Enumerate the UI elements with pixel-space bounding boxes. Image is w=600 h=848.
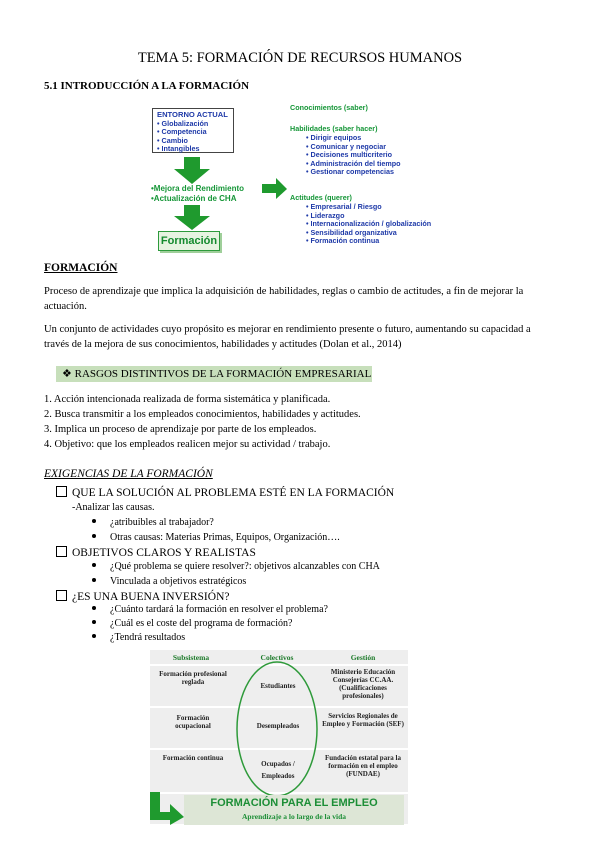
list-item: 4. Objetivo: que los empleados realicen mejor su actividad / trabajo.	[44, 439, 331, 450]
table-header: Gestión	[350, 653, 376, 662]
habilidad-item: • Comunicar y negociar	[306, 141, 387, 151]
table-cell-colectivo: Estudiantes	[260, 682, 296, 690]
table-cell-colectivo: Desempleados	[256, 722, 300, 730]
checkbox-item: ¿ES UNA BUENA INVERSIÓN?	[56, 590, 229, 603]
formacion-empleo-banner	[184, 795, 404, 825]
table-cell-gestion: Servicios Regionales de Empleo y Formación (SEF)	[322, 712, 404, 728]
actitudes-list	[306, 203, 431, 246]
bullet-icon	[92, 578, 96, 582]
habilidades-list	[306, 134, 401, 177]
bullet-icon	[92, 606, 96, 610]
bullet-icon	[92, 534, 96, 538]
habilidad-item: • Administración del tiempo	[306, 158, 401, 168]
bullet-icon	[92, 519, 96, 523]
habilidad-item: • Decisiones multicriterio	[306, 150, 392, 160]
list-item: 3. Implica un proceso de aprendizaje por parte de los empleados.	[44, 424, 317, 435]
mejora-line: •Actualización de CHA	[151, 194, 237, 203]
table-cell-gestion: Ministerio Educación Consejerías CC.AA. (Cualificaciones profesionales)	[330, 668, 396, 700]
down-arrow-icon	[172, 157, 212, 185]
checkbox-icon	[56, 546, 67, 557]
entorno-item: • Intangibles	[157, 144, 200, 154]
actitud-item: • Sensibilidad organizativa	[306, 227, 397, 237]
actitud-item: • Formación continua	[306, 236, 380, 246]
entorno-actual-box	[152, 108, 234, 153]
right-arrow-icon	[262, 178, 288, 200]
actitudes-title: Actitudes (querer)	[290, 193, 352, 202]
rasgos-list	[44, 392, 361, 452]
sub-line: -Analizar las causas.	[72, 502, 155, 513]
down-arrow-icon	[172, 205, 212, 231]
bullet-icon	[92, 620, 96, 624]
bullet-item: ¿Cuánto tardará la formación en resolver el problema?	[92, 604, 328, 615]
bullet-item: ¿Cuál es el coste del programa de formación?	[92, 618, 292, 629]
actitud-item: • Empresarial / Riesgo	[306, 202, 382, 211]
bullet-item: ¿atribuibles al trabajador?	[92, 517, 214, 528]
table-header: Subsistema	[172, 653, 210, 662]
table-header: Colectivos	[260, 653, 294, 662]
formacion-heading: FORMACIÓN	[44, 262, 118, 274]
bullet-item: Otras causas: Materias Primas, Equipos, Organización….	[92, 532, 340, 543]
list-item: 1. Acción intencionada realizada de forma sistemática y planificada.	[44, 394, 331, 405]
banner-subtitle: Aprendizaje a lo largo de la vida	[241, 812, 347, 821]
table-cell-colectivo: Ocupados / Empleados	[261, 760, 295, 780]
actitud-item: • Internacionalización / globalización	[306, 219, 432, 229]
checkbox-item: OBJETIVOS CLAROS Y REALISTAS	[56, 546, 256, 559]
list-item: 2. Busca transmitir a los empleados conocimientos, habilidades y actitudes.	[44, 409, 361, 420]
checkbox-item: QUE LA SOLUCIÓN AL PROBLEMA ESTÉ EN LA FORMACIÓN	[56, 486, 394, 499]
table-cell-gestion: Fundación estatal para la formación en el empleo (FUNDAE)	[324, 754, 402, 778]
bullet-item: ¿Qué problema se quiere resolver?: objetivos alcanzables con CHA	[92, 561, 380, 572]
mejora-line: •Mejora del Rendimiento	[151, 184, 245, 193]
section-heading: 5.1 INTRODUCCIÓN A LA FORMACIÓN	[44, 80, 250, 92]
bullet-item: ¿Tendrá resultados	[92, 632, 185, 643]
checkbox-icon	[56, 486, 67, 497]
habilidad-item: • Gestionar competencias	[306, 167, 395, 177]
entorno-title: ENTORNO ACTUAL	[157, 110, 228, 119]
bullet-icon	[92, 634, 96, 638]
l-arrow-icon	[150, 792, 186, 826]
habilidades-title: Habilidades (saber hacer)	[290, 124, 378, 133]
table-cell-subsistema: Formación ocupacional	[175, 714, 211, 730]
exigencias-heading: EXIGENCIAS DE LA FORMACIÓN	[44, 468, 213, 480]
mejora-text	[151, 184, 244, 204]
conocimientos-label: Conocimientos (saber)	[290, 103, 368, 112]
bullet-icon	[92, 563, 96, 567]
entorno-item: • Cambio	[157, 135, 188, 145]
rasgos-heading: ❖ RASGOS DISTINTIVOS DE LA FORMACIÓN EMPRESARIAL	[56, 366, 372, 382]
banner-title: FORMACIÓN PARA EL EMPLEO	[210, 797, 378, 809]
habilidad-item: • Dirigir equipos	[306, 133, 362, 142]
bullet-item: Vinculada a objetivos estratégicos	[92, 576, 246, 587]
checkbox-icon	[56, 590, 67, 601]
entorno-item: • Globalización	[157, 118, 209, 128]
actitud-item: • Liderazgo	[306, 210, 345, 220]
formacion-box: Formación	[158, 231, 220, 251]
definition-paragraph-2: Un conjunto de actividades cuyo propósito es mejorar en rendimiento presente o futuro, aumentando su capacidad a través de la mejora de sus conocimientos, habilidades y actitudes (Dolan et al., 2014)	[44, 324, 531, 350]
entorno-item: • Competencia	[157, 127, 207, 137]
table-cell-subsistema: Formación profesional reglada	[159, 670, 227, 686]
table-cell-subsistema: Formación continua	[162, 754, 224, 762]
page-title: TEMA 5: FORMACIÓN DE RECURSOS HUMANOS	[137, 50, 463, 66]
definition-paragraph: Proceso de aprendizaje que implica la adquisición de habilidades, reglas o cambio de actitudes, a fin de mejorar la actuación.	[44, 286, 524, 312]
